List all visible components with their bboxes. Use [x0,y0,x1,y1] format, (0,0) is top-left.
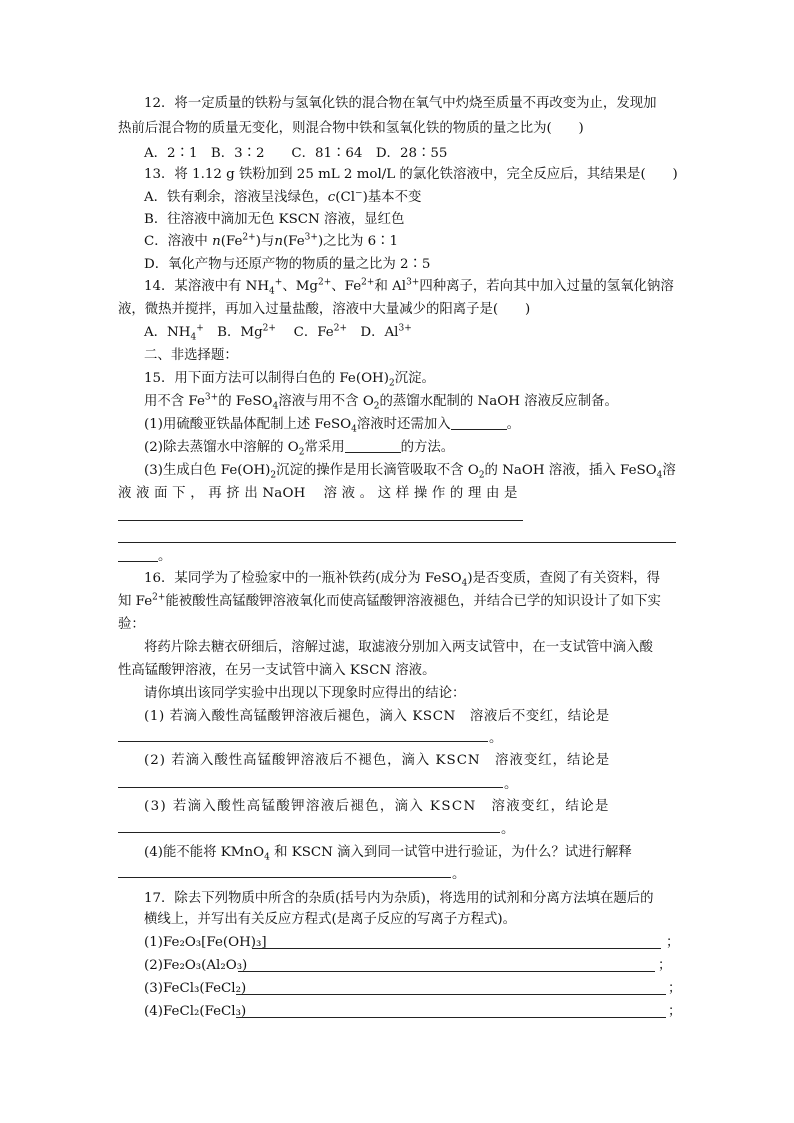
q14-line2: 液，微热并搅拌，再加入过量盐酸，溶液中大量减少的阳离子是( ) [118,302,531,317]
answer-line[interactable] [252,948,661,949]
section-heading: 二、非选择题： [144,348,238,363]
q15-part1: (1)用硫酸亚铁晶体配制上述 FeSO$_4$溶液时还需加入 。 [144,417,521,435]
answer-line[interactable] [118,520,523,521]
answer-line[interactable] [236,994,666,995]
answer-line[interactable] [236,1017,666,1018]
q16-item4: (4)能不能将 KMnO$_4$ 和 KSCN 滴入到同一试管中进行验证，为什么？试进行解释 [144,845,632,863]
answer-line[interactable] [238,971,655,972]
q15-part3-line1: (3)生成白色 $Fe(OH)_2$沉淀的操作是用长滴管吸取不含 $O_2$的 NaOH 溶液，插入 FeSO$_4$溶 [144,463,676,481]
q16-item2-end: 。 [504,777,518,792]
q13-stem: 13．将 1.12 g 铁粉加到 25 mL 2 mol/L 的氯化铁溶液中，完全反应后，其结果是( ) [144,167,678,182]
q15-title: 15．用下面方法可以制得白色的 $Fe(OH)_2$沉淀。 [144,371,435,389]
q17-item4-semicolon: ； [668,1004,682,1019]
q16-para1: 将药片除去糖衣研细后，溶解过滤，取滤液分别加入两支试管中，在一支试管中滴入酸 [144,640,653,655]
q14-line1: 14．某溶液中有 $NH_4^+$、$Mg^{2+}$、$Fe^{2+}$和 $Al^{3+}$四种离子，若向其中加入过量的氢氧化钠溶 [144,277,674,297]
q16-item4-end: 。 [452,867,466,882]
q13-option-b: B．往溶液中滴加无色 KSCN 溶液，显红色 [144,212,405,227]
q17-item2: (2)Fe₂O₃(Al₂O₃) [144,958,248,973]
q14-options: A．$NH_4^+$ B．$Mg^{2+}$ C．$Fe^{2+}$ D．$Al^{3+}$ [144,323,412,343]
q15-part3-line2: 液 液 面 下 ， 再 挤 出 NaOH 溶 液 。 这 样 操 作 的 理 由 是 [118,486,518,501]
q16-para2: 性高锰酸钾溶液，在另一支试管中滴入 KSCN 溶液。 [118,663,436,678]
q12-line2: 热前后混合物的质量无变化，则混合物中铁和氢氧化铁的物质的量之比为( ) [118,121,584,136]
q16-item2: (2) 若滴入酸性高锰酸钾溶液后不褪色，滴入 KSCN 溶液变红，结论是 [144,753,611,768]
q13-option-d: D．氧化产物与还原产物的物质的量之比为 2∶5 [144,257,431,272]
q17-item1-semicolon: ； [666,935,680,950]
q17-item2-semicolon: ； [658,958,672,973]
q17-item4: (4)FeCl₂(FeCl₃) [144,1004,247,1019]
q12-line1: 12．将一定质量的铁粉与氢氧化铁的混合物在氧气中灼烧至质量不再改变为止，发现加 [144,96,657,111]
q16-line1: 16．某同学为了检验家中的一瓶补铁药(成分为 FeSO$_4$)是否变质，查阅了有关资料，得 [144,571,661,589]
q16-item3: (3) 若滴入酸性高锰酸钾溶液后褪色，滴入 KSCN 溶液变红，结论是 [144,799,610,814]
q17-item1: (1)Fe₂O₃[Fe(OH)₃] [144,935,267,950]
q17-item3-semicolon: ； [668,981,682,996]
answer-line[interactable] [118,542,676,543]
q15-part2: (2)除去蒸馏水中溶解的 $O_2$常采用 的方法。 [144,440,455,458]
q16-item1: (1) 若滴入酸性高锰酸钾溶液后褪色，滴入 KSCN 溶液后不变红，结论是 [144,709,610,724]
answer-blank[interactable] [345,452,401,453]
q12-options: A．2∶1 B．3∶2 C．81∶64 D．28∶55 [144,146,448,161]
answer-line[interactable] [118,877,451,878]
answer-line[interactable] [118,787,503,788]
q15-part3-end: 。 [118,549,171,565]
q16-line2: 知 $Fe^{2+}$能被酸性高锰酸钾溶液氧化而使高锰酸钾溶液褪色，并结合已学的知识设计了如下实 [118,592,661,609]
q16-line3: 验： [118,617,145,632]
answer-blank[interactable] [451,429,507,430]
q17-line2: 横线上，并写出有关反应方程式(是离子反应的写离子方程式)。 [144,912,516,927]
q17-item3: (3)FeCl₃(FeCl₂) [144,981,247,996]
q16-ask: 请你填出该同学实验中出现以下现象时应得出的结论： [144,686,466,701]
q13-option-a: A．铁有剩余，溶液呈浅绿色，c(Cl−)基本不变 [144,188,422,205]
q15-intro: 用不含 $Fe^{3+}$的 FeSO$_4$溶液与用不含 $O_2$的蒸馏水配制的 NaOH 溶液反应制备。 [144,392,618,412]
q16-item3-end: 。 [501,822,515,837]
answer-line[interactable] [118,741,488,742]
q17-line1: 17．除去下列物质中所含的杂质(括号内为杂质)，将选用的试剂和分离方法填在题后的 [144,891,654,906]
q16-item1-end: 。 [489,731,503,746]
answer-line[interactable] [118,832,500,833]
q13-option-c: C．溶液中 $n(Fe^{2+})$与$n(Fe^{3+})$之比为 6∶1 [144,232,399,249]
answer-blank[interactable] [118,561,158,562]
